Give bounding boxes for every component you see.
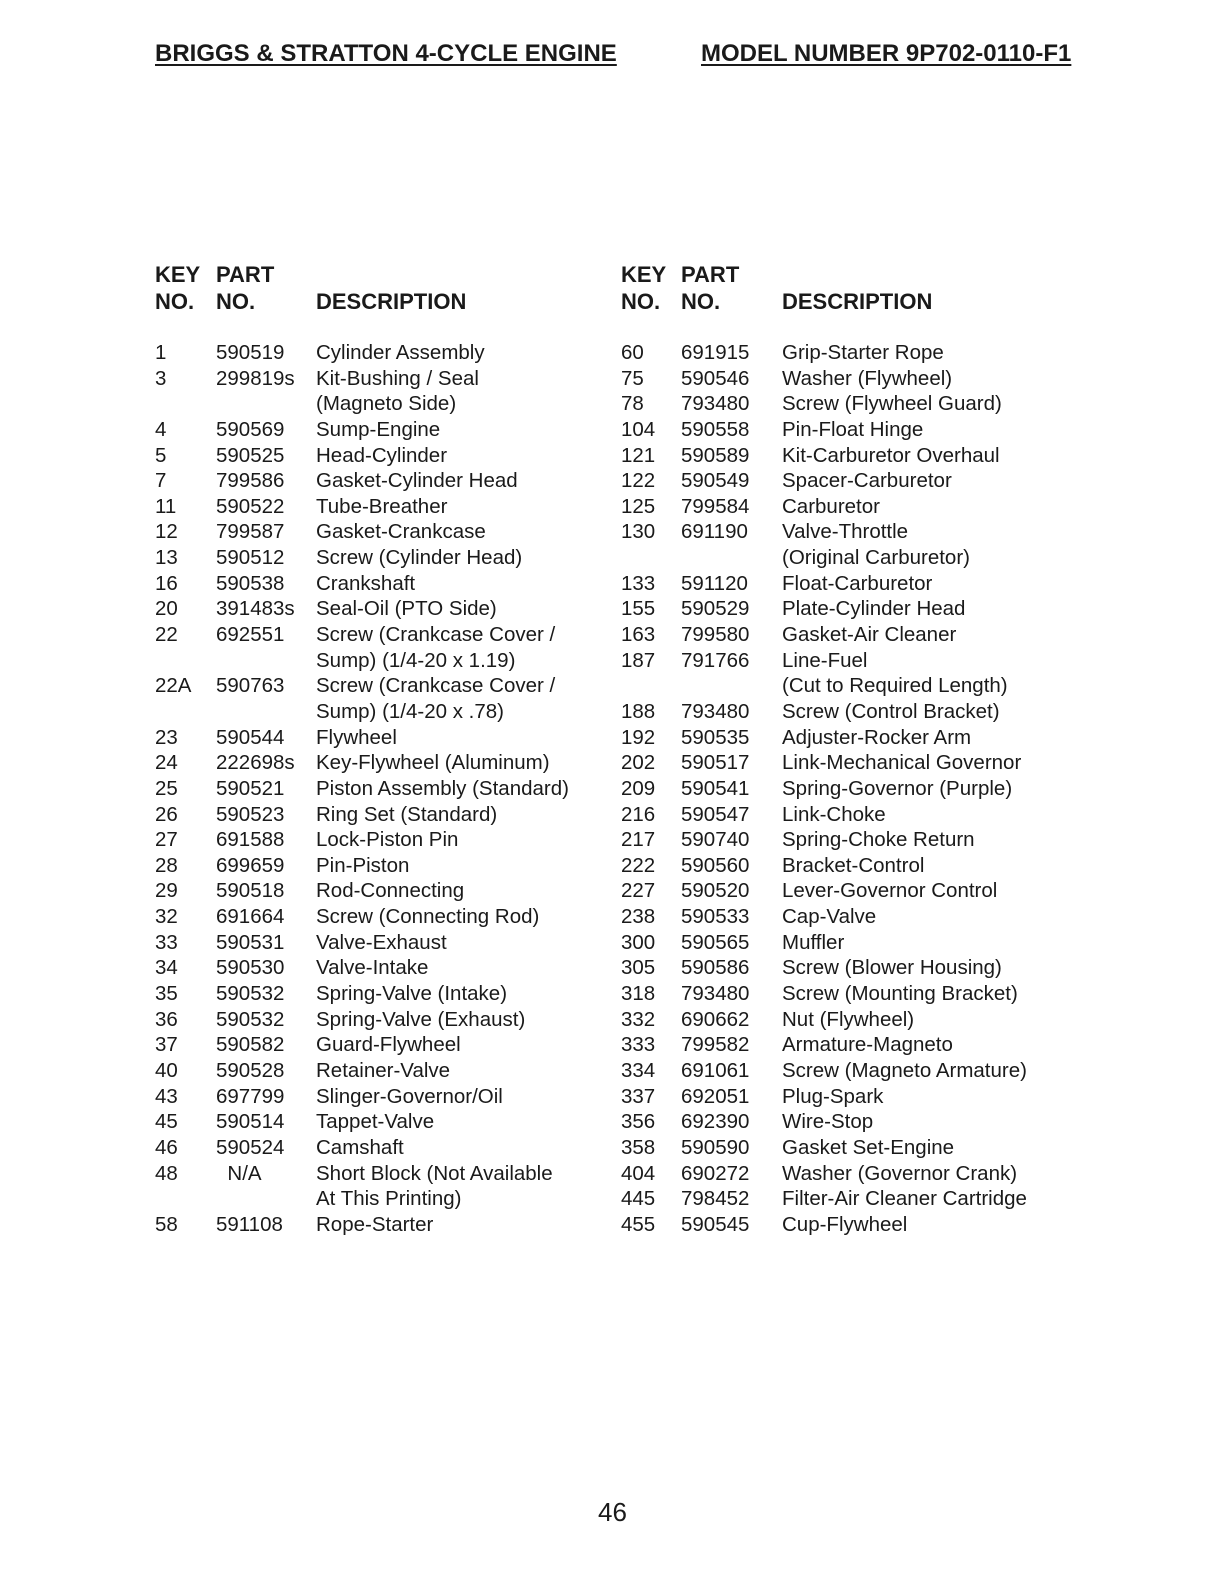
parts-list-right [621, 262, 1061, 1237]
key-no: 20 [155, 597, 178, 621]
key-no: 33 [155, 930, 178, 954]
description: Screw (Crankcase Cover / [316, 674, 556, 698]
table-row [621, 725, 1061, 751]
key-no: 192 [621, 725, 656, 749]
table-row [621, 904, 1061, 930]
description: Sump-Engine [316, 417, 441, 441]
table-row [621, 494, 1061, 520]
description: Spacer-Carburetor [782, 469, 952, 493]
part-no: 590518 [216, 879, 285, 903]
key-no: 24 [155, 751, 178, 775]
description: Piston Assembly (Standard) [316, 776, 569, 800]
description: (Magneto Side) [316, 392, 457, 416]
key-no: 404 [621, 1161, 656, 1185]
part-no: 699659 [216, 853, 285, 877]
description: Nut (Flywheel) [782, 1007, 915, 1031]
part-no: 798452 [681, 1187, 750, 1211]
description-header: DESCRIPTION [316, 289, 467, 314]
part-no: 590520 [681, 879, 750, 903]
table-row [155, 1032, 595, 1058]
part-no: 799587 [216, 520, 285, 544]
key-no: 202 [621, 751, 656, 775]
table-row [155, 955, 595, 981]
description: Screw (Crankcase Cover / [316, 623, 556, 647]
table-row [155, 1135, 595, 1161]
table-row [621, 468, 1061, 494]
part-no: 590522 [216, 494, 285, 518]
table-row [155, 878, 595, 904]
key-no: 3 [155, 366, 167, 390]
part-no: 590565 [681, 930, 750, 954]
rows-left [155, 340, 595, 1237]
part-no: 591120 [681, 571, 748, 595]
part-no: 590560 [681, 853, 750, 877]
key-no: 238 [621, 905, 656, 929]
description: Gasket-Air Cleaner [782, 623, 957, 647]
part-no: 690662 [681, 1007, 750, 1031]
table-row [621, 1212, 1061, 1238]
description: Crankshaft [316, 571, 416, 595]
table-row [621, 1135, 1061, 1161]
part-no: 590545 [681, 1212, 750, 1236]
part-no: 590590 [681, 1135, 750, 1159]
table-row [155, 391, 595, 417]
table-row [621, 827, 1061, 853]
description: Plate-Cylinder Head [782, 597, 966, 621]
table-row [155, 468, 595, 494]
key-no: 445 [621, 1187, 656, 1211]
description: Screw (Magneto Armature) [782, 1058, 1027, 1082]
part-no: 793480 [681, 982, 750, 1006]
part-no: 590528 [216, 1058, 285, 1082]
key-no: 300 [621, 930, 656, 954]
description: Guard-Flywheel [316, 1033, 461, 1057]
part-no: 590517 [681, 751, 750, 775]
key-no: 28 [155, 853, 178, 877]
part-no: 697799 [216, 1084, 285, 1108]
description: Washer (Flywheel) [782, 366, 953, 390]
column-header [155, 262, 595, 326]
description: Gasket-Cylinder Head [316, 469, 518, 493]
table-row [155, 494, 595, 520]
table-row [621, 391, 1061, 417]
key-no: 26 [155, 802, 178, 826]
part-no: 799584 [681, 494, 750, 518]
table-row [621, 955, 1061, 981]
part-no: 791766 [681, 648, 750, 672]
key-no: 104 [621, 417, 656, 441]
key-no: 12 [155, 520, 178, 544]
key-no: 188 [621, 699, 656, 723]
part-no: 691664 [216, 905, 285, 929]
key-no: 209 [621, 776, 656, 800]
page-number: 46 [598, 1497, 627, 1527]
part-no: 222698s [216, 751, 295, 775]
part-no: 590569 [216, 417, 285, 441]
table-row [155, 904, 595, 930]
table-row [155, 853, 595, 879]
table-row [621, 1058, 1061, 1084]
description: Retainer-Valve [316, 1058, 451, 1082]
table-row [621, 673, 1061, 699]
key-no: 318 [621, 982, 656, 1006]
description: Seal-Oil (PTO Side) [316, 597, 497, 621]
table-row [621, 1032, 1061, 1058]
key-no: 1 [155, 341, 167, 364]
key-no: 29 [155, 879, 178, 903]
part-no: 590530 [216, 956, 285, 980]
table-row [155, 1058, 595, 1084]
description: Filter-Air Cleaner Cartridge [782, 1187, 1027, 1211]
description: Screw (Connecting Rod) [316, 905, 540, 929]
description: Screw (Control Bracket) [782, 699, 1000, 723]
key-header-line2: NO. [155, 289, 195, 314]
table-row [155, 827, 595, 853]
part-no: 299819s [216, 366, 295, 390]
description: Spring-Governor (Purple) [782, 776, 1013, 800]
key-no: 13 [155, 546, 178, 570]
key-no: 45 [155, 1110, 178, 1134]
key-no: 227 [621, 879, 656, 903]
table-row [155, 366, 595, 392]
description: Flywheel [316, 725, 397, 749]
key-no: 60 [621, 341, 644, 364]
description: Grip-Starter Rope [782, 341, 944, 364]
description: Link-Mechanical Governor [782, 751, 1022, 775]
key-no: 40 [155, 1058, 178, 1082]
model-number: MODEL NUMBER 9P702-0110-F1 [701, 40, 1072, 67]
description: Tube-Breather [316, 494, 448, 518]
table-row [621, 417, 1061, 443]
description: Adjuster-Rocker Arm [782, 725, 972, 749]
key-no: 27 [155, 828, 178, 852]
key-no: 22A [155, 674, 192, 698]
key-no: 305 [621, 956, 656, 980]
part-no: 590533 [681, 905, 750, 929]
part-no: 590763 [216, 674, 285, 698]
part-no: 690272 [681, 1161, 750, 1185]
key-no: 333 [621, 1033, 656, 1057]
description: Screw (Blower Housing) [782, 956, 1002, 980]
key-no: 75 [621, 366, 644, 390]
part-header-line1: PART [216, 262, 275, 287]
rows-right [621, 340, 1061, 1237]
description: Rope-Starter [316, 1212, 434, 1236]
part-no: 590523 [216, 802, 285, 826]
part-no: 590532 [216, 982, 285, 1006]
key-no: 23 [155, 725, 178, 749]
part-no: 590525 [216, 443, 285, 467]
part-header-line2: NO. [216, 289, 256, 314]
part-no: 590546 [681, 366, 750, 390]
key-no: 48 [155, 1161, 178, 1185]
table-row [155, 1212, 595, 1238]
description: Gasket-Crankcase [316, 520, 486, 544]
key-no: 155 [621, 597, 656, 621]
table-row [621, 1186, 1061, 1212]
table-row [155, 725, 595, 751]
description: Screw (Cylinder Head) [316, 546, 523, 570]
table-row [621, 596, 1061, 622]
description: Spring-Valve (Intake) [316, 982, 508, 1006]
description: Pin-Piston [316, 853, 410, 877]
description: At This Printing) [316, 1187, 462, 1211]
description: Lever-Governor Control [782, 879, 998, 903]
key-no: 332 [621, 1007, 656, 1031]
table-row [155, 776, 595, 802]
part-no: 799586 [216, 469, 285, 493]
key-no: 122 [621, 469, 656, 493]
table-row [155, 1109, 595, 1135]
table-row [155, 1007, 595, 1033]
description: Valve-Intake [316, 956, 429, 980]
table-row [155, 622, 595, 648]
part-no: 590532 [216, 1007, 285, 1031]
description: Tappet-Valve [316, 1110, 435, 1134]
description: Spring-Valve (Exhaust) [316, 1007, 526, 1031]
table-row [155, 417, 595, 443]
table-row [155, 699, 595, 725]
key-no: 7 [155, 469, 167, 493]
table-row [621, 750, 1061, 776]
column-header [621, 262, 1061, 326]
engine-title: BRIGGS & STRATTON 4-CYCLE ENGINE [155, 40, 617, 67]
key-no: 337 [621, 1084, 656, 1108]
parts-list-left [155, 262, 595, 1237]
part-no: 590547 [681, 802, 750, 826]
table-row [155, 571, 595, 597]
description: Slinger-Governor/Oil [316, 1084, 503, 1108]
description: Rod-Connecting [316, 879, 465, 903]
table-row [621, 930, 1061, 956]
description: Plug-Spark [782, 1084, 884, 1108]
part-no: 590521 [216, 776, 285, 800]
key-no: 217 [621, 828, 656, 852]
key-no: 4 [155, 417, 167, 441]
table-row [621, 802, 1061, 828]
table-row [155, 750, 595, 776]
table-row [155, 673, 595, 699]
key-header-line1: KEY [155, 262, 201, 287]
key-no: 46 [155, 1135, 178, 1159]
key-no: 216 [621, 802, 656, 826]
table-row [621, 340, 1061, 366]
description-header: DESCRIPTION [782, 289, 933, 314]
table-row [621, 1007, 1061, 1033]
table-row [621, 853, 1061, 879]
part-no: 691588 [216, 828, 285, 852]
description: Lock-Piston Pin [316, 828, 459, 852]
table-row [155, 340, 595, 366]
description: Carburetor [782, 494, 880, 518]
key-no: 36 [155, 1007, 178, 1031]
table-row [621, 981, 1061, 1007]
part-no: 590544 [216, 725, 285, 749]
description: Ring Set (Standard) [316, 802, 498, 826]
part-no: 590740 [681, 828, 750, 852]
key-no: 5 [155, 443, 167, 467]
part-header-line1: PART [681, 262, 740, 287]
table-row [155, 519, 595, 545]
part-no: 799580 [681, 623, 750, 647]
key-no: 78 [621, 392, 644, 416]
key-no: 163 [621, 623, 656, 647]
part-no: 799582 [681, 1033, 750, 1057]
description: Cap-Valve [782, 905, 877, 929]
key-no: 43 [155, 1084, 178, 1108]
key-no: 16 [155, 571, 178, 595]
description: Muffler [782, 930, 845, 954]
table-row [155, 1186, 595, 1212]
table-row [155, 648, 595, 674]
part-no: 590582 [216, 1033, 285, 1057]
description: Short Block (Not Available [316, 1161, 553, 1185]
description: Spring-Choke Return [782, 828, 975, 852]
table-row [155, 930, 595, 956]
description: Kit-Carburetor Overhaul [782, 443, 1000, 467]
description: Screw (Flywheel Guard) [782, 392, 1002, 416]
key-no: 22 [155, 623, 178, 647]
table-row [621, 519, 1061, 545]
table-row [155, 981, 595, 1007]
description: Sump) (1/4-20 x .78) [316, 699, 504, 723]
table-row [621, 776, 1061, 802]
description: Valve-Exhaust [316, 930, 447, 954]
description: Head-Cylinder [316, 443, 448, 467]
part-no: 793480 [681, 699, 750, 723]
description: Cup-Flywheel [782, 1212, 908, 1236]
table-row [155, 1161, 595, 1187]
part-no: 692051 [681, 1084, 750, 1108]
part-no: 590538 [216, 571, 285, 595]
part-no: 590524 [216, 1135, 285, 1159]
part-no: 590586 [681, 956, 750, 980]
table-row [621, 1161, 1061, 1187]
table-row [621, 1084, 1061, 1110]
description: Pin-Float Hinge [782, 417, 924, 441]
table-row [155, 443, 595, 469]
description: Valve-Throttle [782, 520, 909, 544]
part-no: 590514 [216, 1110, 285, 1134]
description: Bracket-Control [782, 853, 925, 877]
part-no: 590535 [681, 725, 750, 749]
table-row [155, 596, 595, 622]
key-no: 32 [155, 905, 178, 929]
key-no: 34 [155, 956, 178, 980]
key-no: 334 [621, 1058, 656, 1082]
part-no: 691190 [681, 520, 748, 544]
part-header-line2: NO. [681, 289, 721, 314]
description: (Original Carburetor) [782, 546, 970, 570]
description: Armature-Magneto [782, 1033, 953, 1057]
description: Screw (Mounting Bracket) [782, 982, 1018, 1006]
key-no: 58 [155, 1212, 178, 1236]
part-no: 590541 [681, 776, 750, 800]
part-no: 590531 [216, 930, 285, 954]
description: Line-Fuel [782, 648, 868, 672]
key-header-line1: KEY [621, 262, 667, 287]
table-row [621, 699, 1061, 725]
table-row [621, 443, 1061, 469]
description: Sump) (1/4-20 x 1.19) [316, 648, 516, 672]
key-no: 356 [621, 1110, 656, 1134]
description: Key-Flywheel (Aluminum) [316, 751, 550, 775]
key-no: 35 [155, 982, 178, 1006]
key-no: 121 [621, 443, 656, 467]
part-no: 590512 [216, 546, 285, 570]
part-no: 793480 [681, 392, 750, 416]
part-no: 590529 [681, 597, 750, 621]
description: (Cut to Required Length) [782, 674, 1008, 698]
part-no: 590519 [216, 341, 285, 364]
description: Cylinder Assembly [316, 341, 485, 364]
part-no: 590589 [681, 443, 750, 467]
key-no: 25 [155, 776, 178, 800]
table-row [155, 1084, 595, 1110]
part-no: 590558 [681, 417, 750, 441]
part-no: 691061 [681, 1058, 750, 1082]
part-no: 691915 [681, 341, 750, 364]
table-row [621, 366, 1061, 392]
description: Camshaft [316, 1135, 404, 1159]
part-no: N/A [216, 1161, 262, 1185]
part-no: 590549 [681, 469, 750, 493]
table-row [621, 622, 1061, 648]
part-no: 591108 [216, 1212, 283, 1236]
description: Washer (Governor Crank) [782, 1161, 1018, 1185]
description: Wire-Stop [782, 1110, 874, 1134]
key-header-line2: NO. [621, 289, 661, 314]
table-row [621, 545, 1061, 571]
table-row [155, 545, 595, 571]
key-no: 455 [621, 1212, 656, 1236]
key-no: 222 [621, 853, 656, 877]
key-no: 11 [155, 494, 177, 518]
key-no: 130 [621, 520, 656, 544]
description: Gasket Set-Engine [782, 1135, 955, 1159]
table-row [621, 1109, 1061, 1135]
table-row [621, 878, 1061, 904]
key-no: 133 [621, 571, 656, 595]
table-row [155, 802, 595, 828]
key-no: 37 [155, 1033, 178, 1057]
table-row [621, 571, 1061, 597]
part-no: 692551 [216, 623, 285, 647]
part-no: 391483s [216, 597, 295, 621]
description: Link-Choke [782, 802, 886, 826]
key-no: 125 [621, 494, 656, 518]
key-no: 358 [621, 1135, 656, 1159]
table-row [621, 648, 1061, 674]
description: Kit-Bushing / Seal [316, 366, 479, 390]
part-no: 692390 [681, 1110, 750, 1134]
description: Float-Carburetor [782, 571, 933, 595]
key-no: 187 [621, 648, 656, 672]
